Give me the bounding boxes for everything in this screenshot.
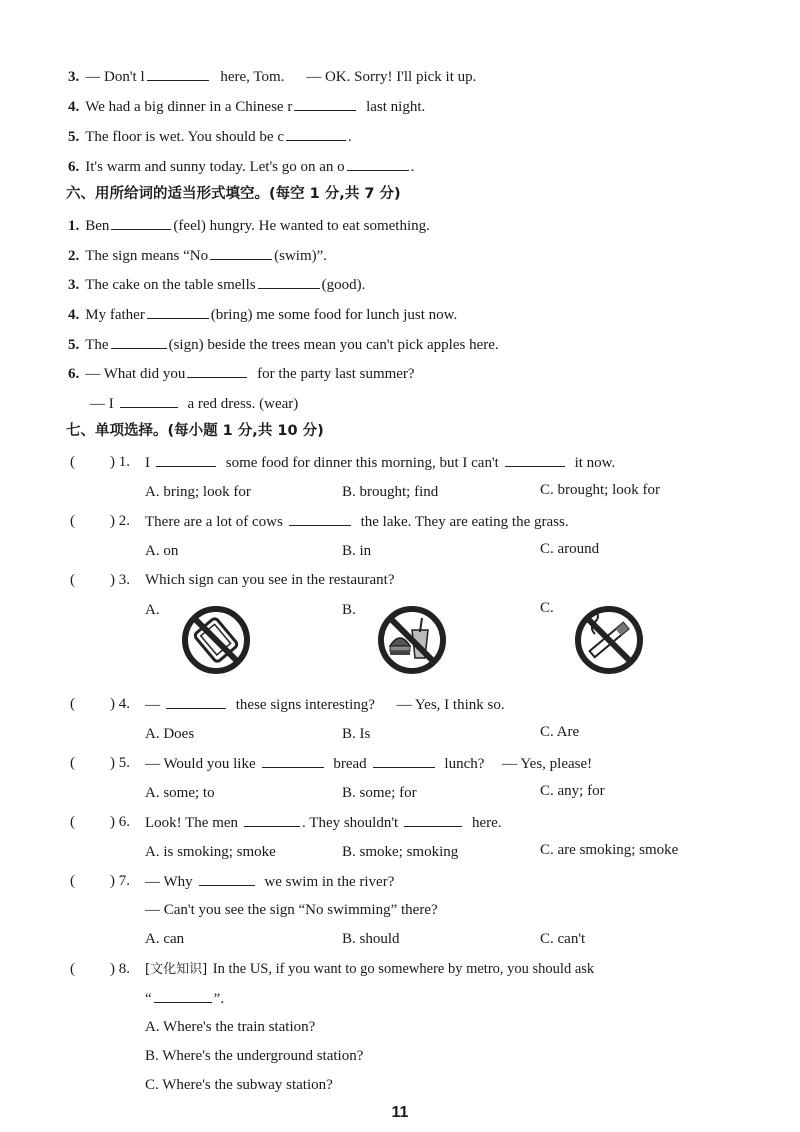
answer-blank[interactable] xyxy=(199,871,255,886)
s7-q3-option-c[interactable]: C. xyxy=(540,600,554,616)
no-smoking-sign-icon[interactable] xyxy=(573,604,645,676)
answer-paren[interactable]: ( xyxy=(70,873,75,889)
s5-q5: 5. The floor is wet. You should be c . xyxy=(68,126,352,147)
s7-q7-option-b[interactable]: B. should xyxy=(342,931,400,947)
s6-q5: 5. The (sign) beside the trees mean you can't pick apples here. xyxy=(68,334,499,355)
s7-q8-line2: “ ”. xyxy=(145,988,224,1009)
answer-blank[interactable] xyxy=(505,452,565,467)
s7-q4-option-b[interactable]: B. Is xyxy=(342,726,371,742)
s7-q2-option-b[interactable]: B. in xyxy=(342,543,372,559)
answer-blank[interactable] xyxy=(244,812,300,827)
s6-q3: 3. The cake on the table smells (good). xyxy=(68,274,365,295)
s7-q6-option-b[interactable]: B. smoke; smoking xyxy=(342,844,459,860)
s5-q6: 6. It's warm and sunny today. Let's go on an o . xyxy=(68,156,414,177)
answer-blank[interactable] xyxy=(111,215,171,230)
no-phone-sign-icon[interactable] xyxy=(180,604,252,676)
answer-paren[interactable]: ( xyxy=(70,454,75,470)
s6-q1: 1. Ben (feel) hungry. He wanted to eat something. xyxy=(68,215,430,236)
answer-blank[interactable] xyxy=(120,393,178,408)
s7-q7-option-a[interactable]: A. can xyxy=(145,931,185,947)
answer-paren[interactable]: ( xyxy=(70,513,75,529)
answer-paren[interactable]: ( xyxy=(70,814,75,830)
s7-q6-option-a[interactable]: A. is smoking; smoke xyxy=(145,844,276,860)
answer-paren[interactable]: ( xyxy=(70,755,75,771)
s7-q5-option-b[interactable]: B. some; for xyxy=(342,785,417,801)
answer-blank[interactable] xyxy=(286,126,346,141)
s7-q8-option-b[interactable]: B. Where's the underground station? xyxy=(145,1048,364,1064)
answer-blank[interactable] xyxy=(404,812,462,827)
s6-q4: 4. My father (bring) me some food for lunch just now. xyxy=(68,304,457,325)
s6-q6-answer: — I a red dress. (wear) xyxy=(90,393,298,414)
s6-q6: 6. — What did you for the party last summer? xyxy=(68,363,415,384)
answer-blank[interactable] xyxy=(347,156,409,171)
s7-q8-option-c[interactable]: C. Where's the subway station? xyxy=(145,1077,333,1093)
section-7-heading: 七、单项选择。(每小题 1 分,共 10 分) xyxy=(66,423,324,439)
answer-blank[interactable] xyxy=(289,511,351,526)
answer-blank[interactable] xyxy=(373,753,435,768)
answer-blank[interactable] xyxy=(187,363,247,378)
s7-q2-option-a[interactable]: A. on xyxy=(145,543,179,559)
answer-blank[interactable] xyxy=(258,274,320,289)
answer-blank[interactable] xyxy=(294,96,356,111)
s7-q6-option-c[interactable]: C. are smoking; smoke xyxy=(540,842,679,858)
answer-paren[interactable]: ( xyxy=(70,961,75,977)
s7-q1-option-c[interactable]: C. brought; look for xyxy=(540,482,660,498)
page-number: 11 xyxy=(391,1104,409,1121)
s7-q1-option-a[interactable]: A. bring; look for xyxy=(145,484,251,500)
answer-blank[interactable] xyxy=(156,452,216,467)
answer-blank[interactable] xyxy=(262,753,324,768)
s7-q4-option-c[interactable]: C. Are xyxy=(540,724,580,740)
s6-q2: 2. The sign means “No (swim)”. xyxy=(68,245,327,266)
answer-blank[interactable] xyxy=(111,334,167,349)
s5-q4: 4. We had a big dinner in a Chinese r last night. xyxy=(68,96,425,117)
s7-q5-option-c[interactable]: C. any; for xyxy=(540,783,605,799)
s5-q3: 3. — Don't l here, Tom. — OK. Sorry! I'll pick it up. xyxy=(68,66,476,87)
answer-paren[interactable]: ( xyxy=(70,696,75,712)
s7-q2-option-c[interactable]: C. around xyxy=(540,541,600,557)
s7-q7-line2: — Can't you see the sign “No swimming” there? xyxy=(145,902,438,918)
s7-q4-option-a[interactable]: A. Does xyxy=(145,726,195,742)
answer-paren[interactable]: ( xyxy=(70,572,75,588)
s7-q5-option-a[interactable]: A. some; to xyxy=(145,785,215,801)
answer-blank[interactable] xyxy=(154,988,212,1003)
answer-blank[interactable] xyxy=(210,245,272,260)
s7-q7-option-c[interactable]: C. can't xyxy=(540,931,586,947)
answer-blank[interactable] xyxy=(166,694,226,709)
section-6-heading: 六、用所给词的适当形式填空。(每空 1 分,共 7 分) xyxy=(66,186,401,202)
answer-blank[interactable] xyxy=(147,304,209,319)
no-food-sign-icon[interactable] xyxy=(376,604,448,676)
s7-q3-option-b[interactable]: B. xyxy=(342,602,356,618)
s7-q8-option-a[interactable]: A. Where's the train station? xyxy=(145,1019,316,1035)
s7-q3-option-a[interactable]: A. xyxy=(145,602,160,618)
answer-blank[interactable] xyxy=(147,66,209,81)
culture-tag: [文化知识] xyxy=(145,962,208,977)
s7-q1-option-b[interactable]: B. brought; find xyxy=(342,484,439,500)
